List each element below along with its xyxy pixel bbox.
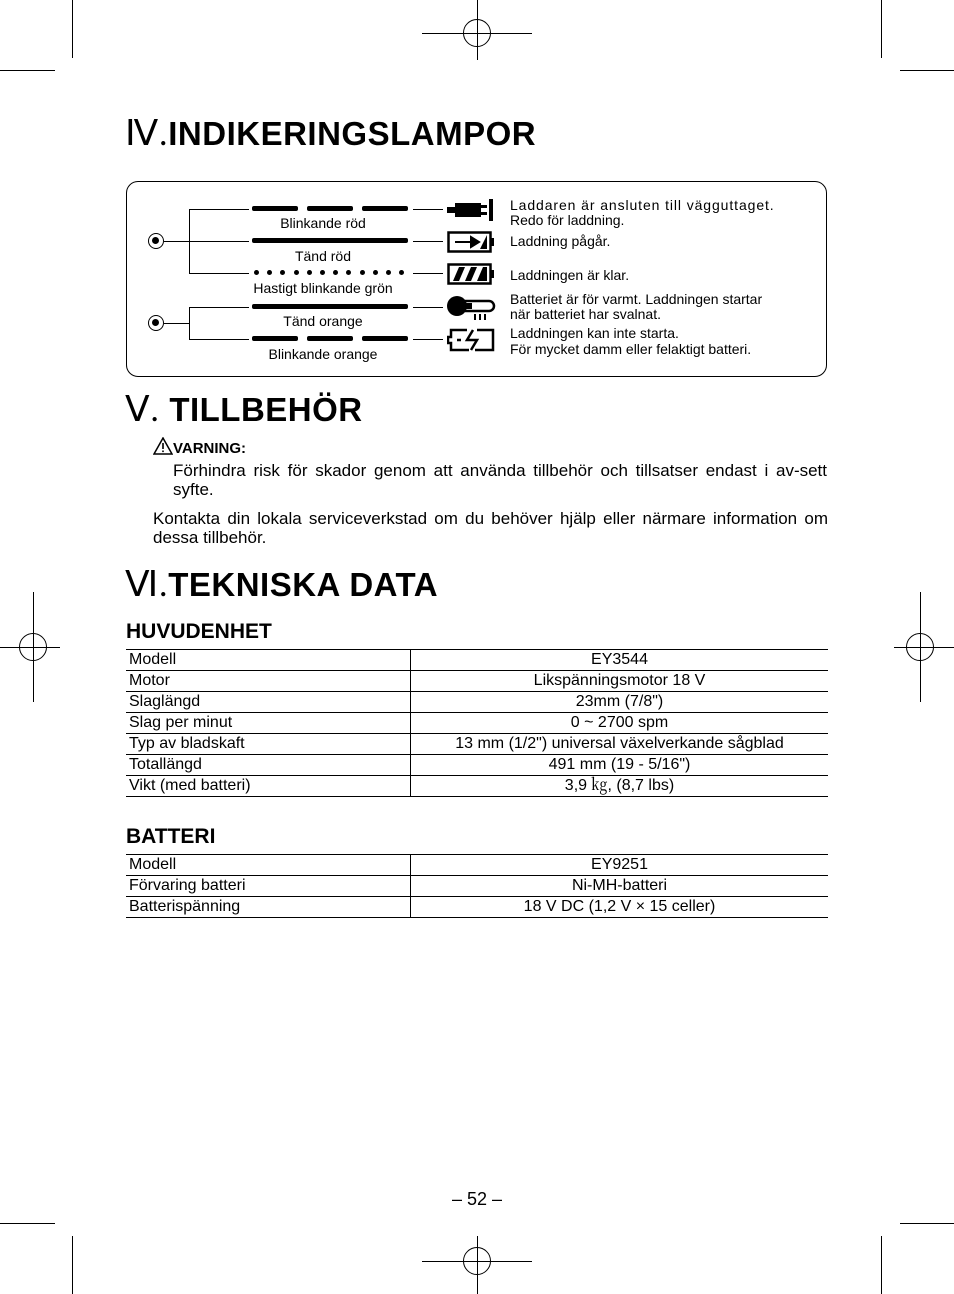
steady-red-pattern bbox=[252, 238, 408, 243]
spec-value: 0 ~ 2700 spm bbox=[411, 713, 829, 734]
spec-key: Batterispänning bbox=[126, 897, 411, 918]
desc-line: Laddningen kan inte starta. bbox=[510, 325, 679, 341]
spec-key: Förvaring batteri bbox=[126, 876, 411, 897]
page-number: – 52 – bbox=[451, 1189, 503, 1209]
desc-line: För mycket damm eller felaktigt batteri. bbox=[510, 341, 752, 357]
table-row bbox=[126, 671, 828, 692]
blink-dot bbox=[360, 270, 365, 275]
thermometer-icon bbox=[446, 295, 498, 321]
main-unit-heading: HUVUDENHET bbox=[126, 620, 272, 643]
spec-key: Modell bbox=[126, 650, 411, 671]
desc-ready bbox=[510, 212, 624, 228]
desc-line: Laddning pågår. bbox=[510, 233, 611, 249]
desc-battery-too-hot bbox=[510, 291, 762, 322]
spec-value: 3,9 ㎏, (8,7 lbs) bbox=[411, 776, 829, 797]
full-battery-icon bbox=[447, 263, 495, 285]
spec-value: Ni-MH-batteri bbox=[411, 876, 829, 897]
section-number: Ⅴ. bbox=[125, 389, 160, 429]
battery-spec-table bbox=[126, 854, 828, 918]
upper-lamp-icon bbox=[148, 233, 164, 249]
spec-value: EY9251 bbox=[411, 855, 829, 876]
warning-heading bbox=[153, 437, 246, 457]
section-number: Ⅵ. bbox=[125, 564, 169, 604]
blink-dot bbox=[320, 270, 325, 275]
desc-line: Batteriet är för varmt. Laddningen startar bbox=[510, 291, 763, 307]
label-blinking-red: Blinkande röd bbox=[280, 215, 366, 231]
spec-value: EY3544 bbox=[411, 650, 829, 671]
blink-dot bbox=[386, 270, 391, 275]
desc-charging bbox=[510, 233, 610, 249]
section-title: INDIKERINGSLAMPOR bbox=[168, 115, 537, 152]
table-row bbox=[126, 713, 828, 734]
label-steady-orange: Tänd orange bbox=[283, 313, 363, 329]
section-indicator-heading bbox=[125, 112, 536, 154]
table-row bbox=[126, 855, 828, 876]
table-row bbox=[126, 897, 828, 918]
desc-line: Redo för laddning. bbox=[510, 212, 625, 228]
label-blinking-orange: Blinkande orange bbox=[268, 346, 378, 362]
spec-value: 491 mm (19 - 5/16") bbox=[411, 755, 829, 776]
warning-triangle-icon bbox=[153, 437, 173, 455]
desc-line: Laddaren är ansluten till vägguttaget. bbox=[510, 197, 775, 213]
desc-line: när batteriet har svalnat. bbox=[510, 306, 661, 322]
desc-cannot-charge bbox=[510, 325, 751, 357]
desc-line: Laddningen är klar. bbox=[510, 267, 630, 283]
spec-key: Totallängd bbox=[126, 755, 411, 776]
spec-key: Motor bbox=[126, 671, 411, 692]
table-row bbox=[126, 876, 828, 897]
section-title: TILLBEHÖR bbox=[169, 391, 363, 428]
section-accessories-heading bbox=[125, 388, 363, 430]
battery-heading: BATTERI bbox=[126, 825, 216, 848]
contact-text: Kontakta din lokala serviceverkstad om du behöver hjälp eller närmare information om dessa tillbehör. bbox=[153, 509, 828, 547]
spec-key: Typ av bladskaft bbox=[126, 734, 411, 755]
desc-charging-complete bbox=[510, 267, 629, 283]
blink-dot bbox=[254, 270, 259, 275]
spec-value: 18 V DC (1,2 V × 15 celler) bbox=[411, 897, 829, 918]
steady-orange-pattern bbox=[252, 304, 408, 309]
broken-battery-icon bbox=[447, 328, 497, 352]
blink-dot bbox=[307, 270, 312, 275]
table-row bbox=[126, 692, 828, 713]
label-fast-blink-green: Hastigt blinkande grön bbox=[253, 280, 393, 296]
desc-charger-connected bbox=[510, 197, 775, 213]
table-row bbox=[126, 734, 828, 755]
section-specs-heading bbox=[125, 563, 438, 605]
spec-value: 13 mm (1/2") universal växelverkande sågblad bbox=[411, 734, 829, 755]
spec-value: 23mm (7/8") bbox=[411, 692, 829, 713]
plug-icon bbox=[447, 197, 497, 223]
table-row bbox=[126, 650, 828, 671]
warning-label: VARNING: bbox=[173, 440, 247, 457]
spec-key: Slag per minut bbox=[126, 713, 411, 734]
main-unit-spec-table bbox=[126, 649, 828, 797]
warning-text: Förhindra risk för skador genom att använda tillbehör och tillsatser endast i av-sett syfte. bbox=[173, 461, 827, 499]
lower-lamp-icon bbox=[148, 315, 164, 331]
section-number: Ⅳ. bbox=[125, 113, 169, 153]
charging-battery-icon bbox=[447, 231, 495, 253]
table-row bbox=[126, 755, 828, 776]
table-row bbox=[126, 776, 828, 797]
spec-key: Modell bbox=[126, 855, 411, 876]
blink-dot bbox=[294, 270, 299, 275]
blink-dot bbox=[373, 270, 378, 275]
spec-key: Vikt (med batteri) bbox=[126, 776, 411, 797]
spec-key: Slaglängd bbox=[126, 692, 411, 713]
spec-value: Likspänningsmotor 18 V bbox=[411, 671, 829, 692]
section-title: TEKNISKA DATA bbox=[168, 566, 439, 603]
label-steady-red: Tänd röd bbox=[294, 248, 352, 264]
